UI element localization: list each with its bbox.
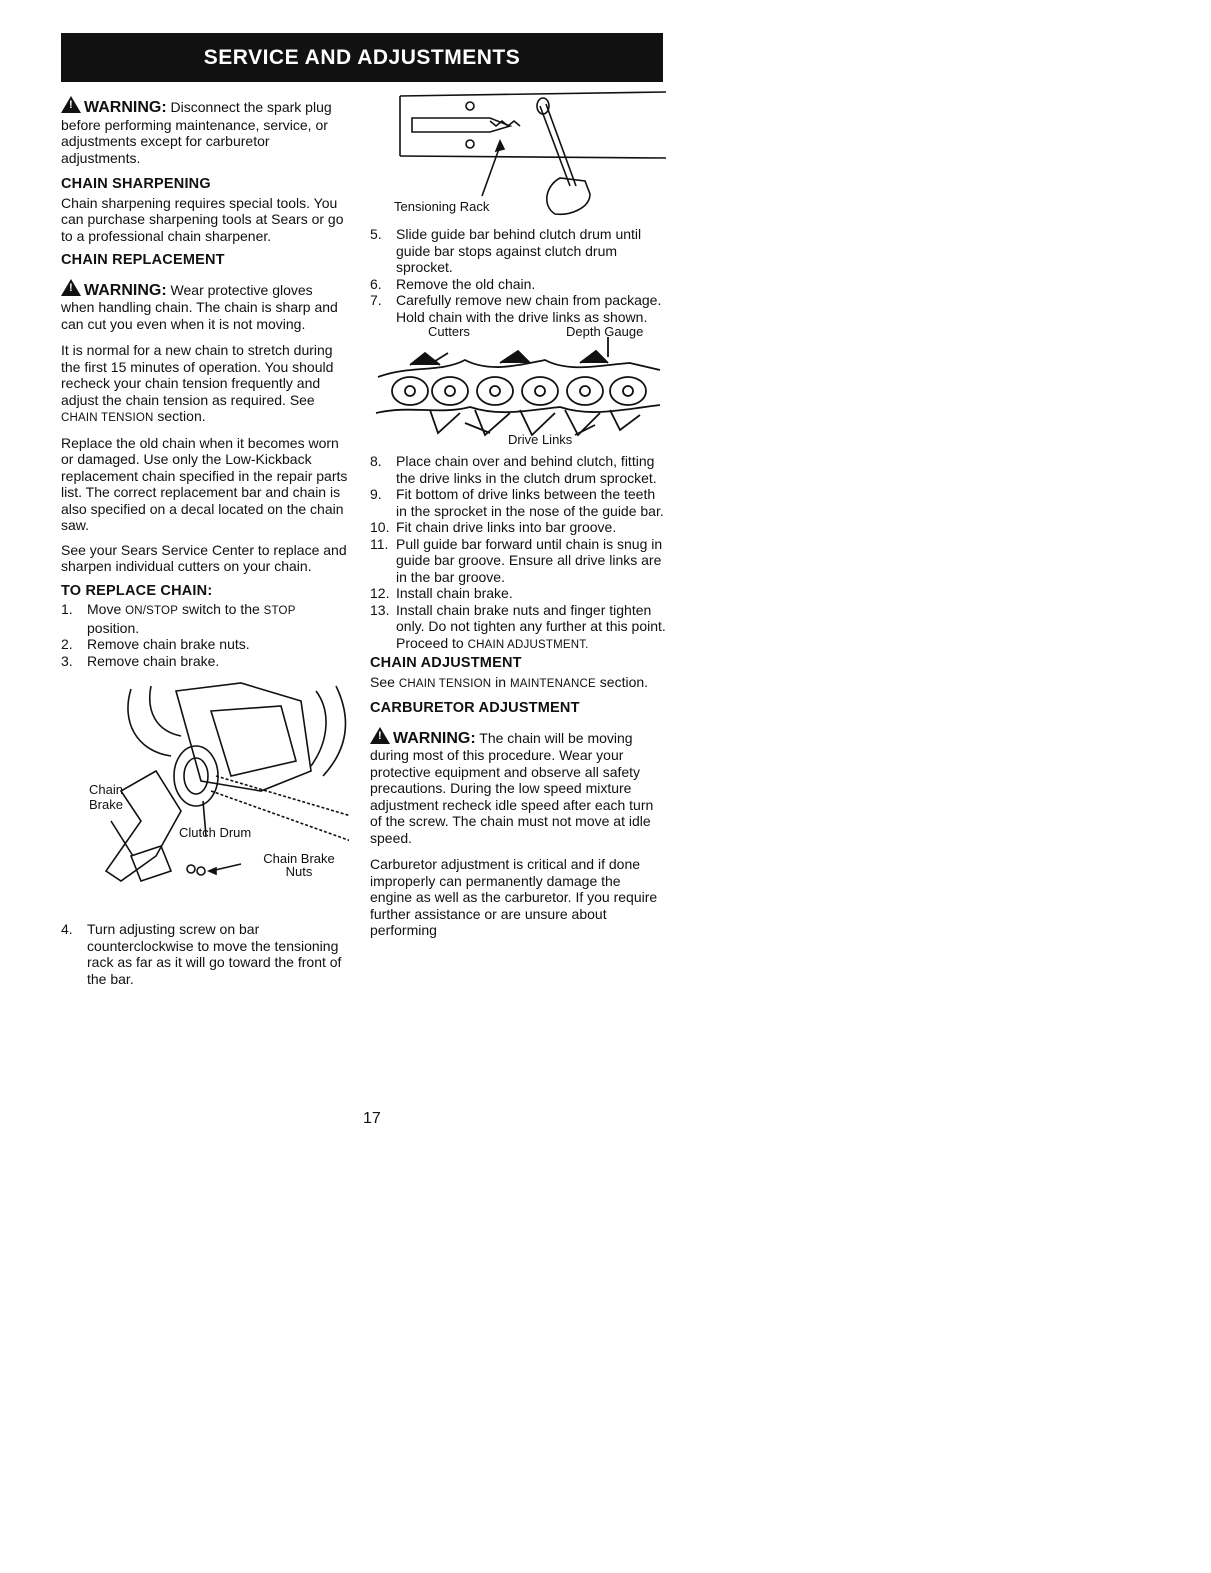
chain-brake-figure: [61, 681, 349, 911]
warning-protective-gloves: !WARNING: Wear protective gloves when handling chain. The chain is sharp and can cut you even when it is not moving.: [61, 279, 349, 333]
steps-list-1-3: [61, 601, 349, 669]
step-5: 5. Slide guide bar behind clutch drum until guide bar stops against clutch drum sprocket.: [370, 226, 642, 275]
step-3: 3. Remove chain brake.: [61, 652, 220, 669]
step-8: 8. Place chain over and behind clutch, fitting the drive links in the clutch drum sprocket.: [370, 453, 657, 486]
steps-list-8-13: [370, 453, 666, 653]
paragraph-service-center: See your Sears Service Center to replace and sharpen individual cutters on your chain.: [61, 541, 347, 574]
steps-list-5-7: [370, 226, 666, 325]
heading-to-replace-chain: TO REPLACE CHAIN:: [61, 582, 213, 599]
label-cutters: Cutters: [428, 324, 470, 339]
step-7: 7. Carefully remove new chain from package. Hold chain with the drive links as shown.: [370, 292, 662, 325]
steps-list-4: [61, 921, 349, 987]
warning-triangle-icon: [370, 727, 390, 744]
right-column: [370, 86, 666, 947]
label-chain-brake-nuts: Chain Brake Nuts: [263, 851, 335, 879]
step-12: 12. Install chain brake.: [370, 585, 513, 601]
label-clutch-drum: Clutch Drum: [179, 825, 252, 840]
label-chain-brake: Chain Brake: [89, 782, 123, 812]
paragraph-carburetor-critical: Carburetor adjustment is critical and if done improperly can permanently damage the engine as well as the carburetor. If you require further assistance or are unsure about performing: [370, 856, 658, 938]
warning-triangle-icon: [61, 96, 81, 113]
page-number: 17: [363, 1110, 381, 1127]
paragraph-chain-adjustment: See CHAIN TENSION in MAINTENANCE section.: [370, 673, 649, 690]
label-depth-gauge: Depth Gauge: [566, 324, 644, 339]
warning-disconnect-spark-plug: !WARNING: Disconnect the spark plug before performing maintenance, service, or adjustments except for carburetor adjustments.: [61, 96, 349, 166]
paragraph-chain-stretch: It is normal for a new chain to stretch during the first 15 minutes of operation. You should recheck your chain tension frequently and adjust the chain tension as required. See CHAIN TENSION section.: [61, 342, 334, 424]
section-title: SERVICE AND ADJUSTMENTS: [203, 45, 521, 69]
paragraph-chain-sharpening: Chain sharpening requires special tools. You can purchase sharpening tools at Sears or go to a professional chain sharpener.: [61, 194, 344, 244]
heading-carburetor-adjustment: CARBURETOR ADJUSTMENT: [370, 700, 580, 716]
step-10: 10. Fit chain drive links into bar groove.: [370, 519, 617, 535]
step-2: 2. Remove chain brake nuts.: [61, 636, 250, 652]
step-9: 9. Fit bottom of drive links between the teeth in the sprocket in the nose of the guide bar.: [370, 486, 664, 519]
step-6: 6. Remove the old chain.: [370, 275, 536, 292]
step-11: 11. Pull guide bar forward until chain is snug in guide bar groove. Ensure all drive links are in the bar groove.: [370, 535, 663, 585]
paragraph-replace-old-chain: Replace the old chain when it becomes worn or damaged. Use only the Low-Kickback replacement chain specified in the repair parts list. The correct replacement bar and chain is also specified on a decal located on the chain saw.: [61, 434, 348, 533]
label-tensioning-rack: Tensioning Rack: [394, 199, 490, 214]
heading-chain-replacement: CHAIN REPLACEMENT: [61, 252, 225, 268]
left-column: [61, 96, 349, 987]
label-drive-links: Drive Links: [508, 432, 573, 447]
step-13: 13. Install chain brake nuts and finger tighten only. Do not tighten any further at this point. Proceed to CHAIN ADJUSTMENT.: [370, 601, 666, 651]
heading-chain-sharpening: CHAIN SHARPENING: [61, 176, 211, 192]
warning-triangle-icon: [61, 279, 81, 296]
tensioning-rack-figure: [370, 86, 666, 226]
section-header: [61, 33, 663, 82]
step-4: 4. Turn adjusting screw on bar counterclockwise to move the tensioning rack as far as it will go toward the front of the bar.: [61, 921, 342, 987]
warning-chain-moving: !WARNING: The chain will be moving during most of this procedure. Wear your protective equipment and observe all safety precautions. During the low speed mixture adjustment recheck idle speed after each turn of the screw. The chain must not move at idle speed.: [370, 727, 666, 847]
saw-chain-figure: [370, 325, 666, 453]
step-1: 1. Move ON/STOP switch to the STOP position.: [61, 601, 296, 636]
heading-chain-adjustment: CHAIN ADJUSTMENT: [370, 655, 522, 671]
